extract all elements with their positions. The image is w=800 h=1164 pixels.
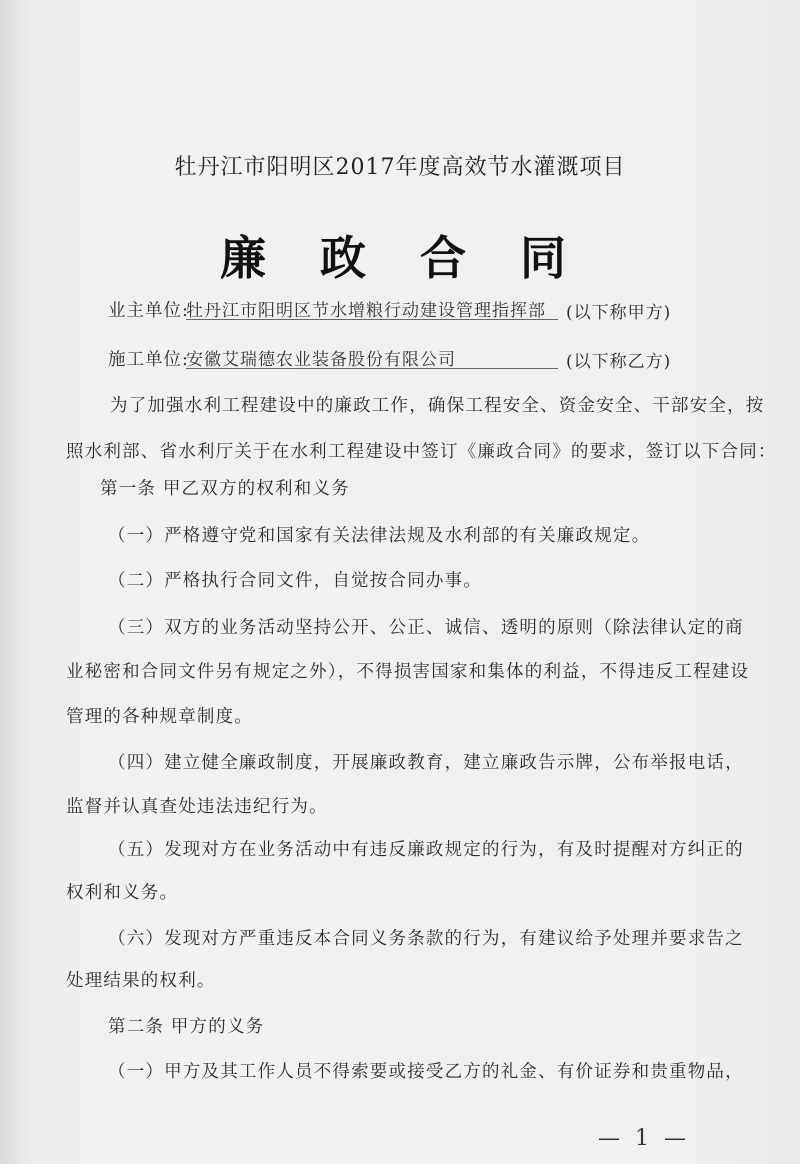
contractor-label: 施工单位:	[108, 350, 189, 370]
body-line: （四）建立健全廉政制度，开展廉政教育，建立廉政告示牌，公布举报电话，	[108, 753, 744, 773]
body-line: 照水利部、省水利厅关于在水利工程建设中签订《廉政合同》的要求，签订以下合同：	[66, 442, 777, 462]
page-number: — 1 —	[598, 1126, 690, 1151]
body-line: 业秘密和合同文件另有规定之外），不得损害国家和集体的利益，不得违反工程建设	[66, 662, 750, 682]
contractor-name-field: 安徽艾瑞德农业装备股份有限公司	[186, 345, 558, 369]
body-line: 权利和义务。	[66, 883, 179, 903]
owner-name-field: 牡丹江市阳明区节水增粮行动建设管理指挥部	[186, 296, 558, 320]
body-line: 为了加强水利工程建设中的廉政工作，确保工程安全、资金安全、干部安全，按	[110, 396, 765, 416]
owner-label: 业主单位:	[108, 301, 189, 321]
contract-title: 廉政合同	[220, 231, 620, 285]
body-line: （一）严格遵守党和国家有关法律法规及水利部的有关廉政规定。	[108, 526, 651, 546]
body-line: （一）甲方及其工作人员不得索要或接受乙方的礼金、有价证券和贵重物品，	[108, 1062, 744, 1082]
body-line: 监督并认真查处违法违纪行为。	[66, 797, 328, 817]
body-line: （六）发现对方严重违反本合同义务条款的行为，有建议给予处理并要求告之	[108, 929, 744, 949]
article-heading: 第二条 甲方的义务	[108, 1017, 265, 1037]
body-line: （五）发现对方在业务活动中有违反廉政规定的行为，有及时提醒对方纠正的	[108, 840, 744, 860]
contractor-note: (以下称乙方)	[566, 352, 672, 372]
owner-note: (以下称甲方)	[566, 303, 672, 323]
project-subtitle: 牡丹江市阳明区2017年度高效节水灌溉项目	[174, 155, 626, 180]
article-heading: 第一条 甲乙双方的权利和义务	[100, 479, 350, 499]
body-line: 管理的各种规章制度。	[66, 707, 253, 727]
body-line: （二）严格执行合同文件，自觉按合同办事。	[108, 571, 482, 591]
body-line: 处理结果的权利。	[66, 971, 216, 991]
body-line: （三）双方的业务活动坚持公开、公正、诚信、透明的原则（除法律认定的商	[108, 618, 744, 638]
